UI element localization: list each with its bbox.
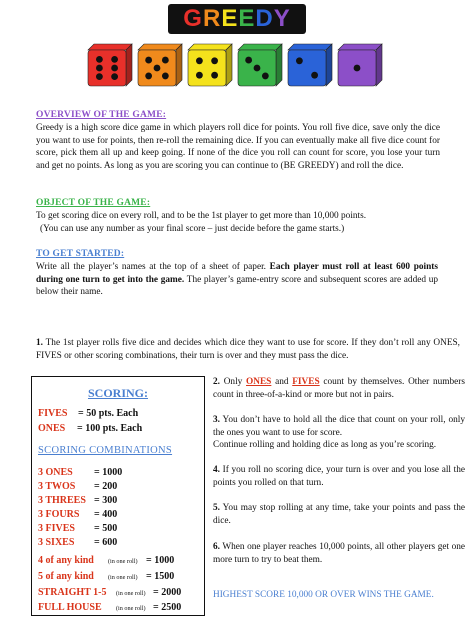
rule-4-number: 4. xyxy=(213,465,220,475)
die-front-face xyxy=(88,50,126,86)
die-pip xyxy=(111,65,118,72)
combo-label: 3 TWOS xyxy=(38,481,76,492)
yellow-die-icon xyxy=(186,42,234,88)
combo-value: = 1000 xyxy=(94,467,123,478)
rule-6 xyxy=(213,541,465,566)
die-pip xyxy=(196,72,203,79)
combo-label: 3 ONES xyxy=(38,467,73,478)
die-pip xyxy=(154,65,161,72)
overview-heading: OVERVIEW OF THE GAME: xyxy=(36,110,167,120)
rule-3-text: You don’t have to hold all the dice that count on your roll, only the ones you want to use for score. xyxy=(213,415,465,438)
die-pip xyxy=(96,73,103,80)
die-side-face xyxy=(126,44,132,86)
die-pip xyxy=(245,57,252,64)
die-top-face xyxy=(138,44,182,50)
overview-text: Greedy is a high score dice game in which players roll dice for points. You roll five dice, save only the dice you want to use for points, then re-roll the remaining dice. If you can eventually make all five dice count for score, pick them all up and keep going. If none of the dice you roll can count for score, you lose your turn and get no points. As long as you are scoring you can continue to (BE GREEDY) and roll the dice. xyxy=(36,123,440,171)
ones-value: = 100 pts. Each xyxy=(77,423,143,434)
die-pip xyxy=(311,72,318,79)
combo-note: (in one roll) xyxy=(108,558,138,565)
objective-line2: (You can use any number as your final score – just decide before the game starts.) xyxy=(40,224,345,234)
rule-3-number: 3. xyxy=(213,415,220,425)
die-pip xyxy=(196,57,203,64)
combo-value: = 1000 xyxy=(146,555,175,566)
combo-label: STRAIGHT 1-5 xyxy=(38,587,107,598)
rule-2-post: count by themselves. Other numbers count in three-of-a-kind or more but not in pairs. xyxy=(213,377,465,400)
rule-6-number: 6. xyxy=(213,542,220,552)
rule-3-text2: Continue rolling and holding dice as long as you’re scoring. xyxy=(213,440,437,451)
objective-line1: To get scoring dice on every roll, and to be the 1st player to get more than 10,000 points. xyxy=(36,211,367,221)
purple-die-icon xyxy=(336,42,384,88)
die-pip xyxy=(96,56,103,63)
title-letter-y: Y xyxy=(273,5,291,32)
title-letter-d: D xyxy=(255,5,274,32)
rule-1-number: 1. xyxy=(36,338,43,348)
die-pip xyxy=(296,57,303,64)
started-text-bold: Each player must roll at least 600 points during one turn to get into the game. xyxy=(36,262,438,285)
fives-highlight: FIVES xyxy=(292,377,320,387)
rule-2-number: 2. xyxy=(213,377,220,387)
ones-label: ONES xyxy=(38,423,66,434)
die-pip xyxy=(262,73,269,80)
rule-3 xyxy=(213,414,465,452)
rule-2-and: and xyxy=(275,377,289,387)
die-top-face xyxy=(188,44,232,50)
die-pip xyxy=(111,73,118,80)
combo-note: (in one roll) xyxy=(108,574,138,581)
rule-5-number: 5. xyxy=(213,503,220,513)
die-pip xyxy=(211,72,218,79)
die-top-face xyxy=(88,44,132,50)
die-front-face xyxy=(288,50,326,86)
rule-4 xyxy=(213,464,465,489)
combo-label: 3 THREES xyxy=(38,495,86,506)
started-text xyxy=(36,261,438,299)
die-pip xyxy=(111,56,118,63)
die-side-face xyxy=(326,44,332,86)
combo-note: (in one roll) xyxy=(116,590,146,597)
scoring-box xyxy=(31,376,205,616)
rule-5 xyxy=(213,502,465,527)
combo-title: SCORING COMBINATIONS xyxy=(38,445,173,456)
combo-label: FULL HOUSE xyxy=(38,602,102,613)
orange-die-icon xyxy=(136,42,184,88)
die-front-face xyxy=(188,50,226,86)
combo-value: = 400 xyxy=(94,509,118,520)
die-pip xyxy=(145,57,152,64)
die-pip xyxy=(145,73,152,80)
rule-2 xyxy=(213,376,465,401)
combo-value: = 600 xyxy=(94,537,118,548)
started-heading: TO GET STARTED: xyxy=(36,249,125,259)
die-pip xyxy=(162,57,169,64)
started-text-b: The player’s game-entry score and subsequent scores are added up below their name. xyxy=(36,274,438,298)
combo-value: = 300 xyxy=(94,495,118,506)
fives-value: = 50 pts. Each xyxy=(78,408,139,419)
combo-value: = 2000 xyxy=(153,587,182,598)
die-side-face xyxy=(176,44,182,86)
red-die-icon xyxy=(86,42,134,88)
rule-1-text: The 1st player rolls five dice and decides which dice they want to use for score. If they don’t roll any ONES, FIVES or other scoring combinations, their turn is over and they must pass the dice. xyxy=(36,338,461,361)
rule-5-text: You may stop rolling at any time, take your points and pass the dice. xyxy=(213,503,465,526)
combo-label: 3 FIVES xyxy=(38,523,75,534)
started-text-a: Write all the player’s names at the top of a sheet of paper. xyxy=(36,262,266,272)
die-side-face xyxy=(276,44,282,86)
combo-label: 3 SIXES xyxy=(38,537,75,548)
title-letter-e2: E xyxy=(238,5,256,32)
rule-6-text: When one player reaches 10,000 points, all other players get one more turn to try to beat them. xyxy=(213,542,466,565)
title-letter-g: G xyxy=(183,5,203,32)
die-pip xyxy=(354,65,361,72)
title-letter-e1: E xyxy=(221,5,239,32)
die-top-face xyxy=(288,44,332,50)
combo-value: = 1500 xyxy=(146,571,175,582)
winning-condition: HIGHEST SCORE 10,000 OR OVER WINS THE GAME. xyxy=(213,590,434,600)
combo-label: 4 of any kind xyxy=(38,555,94,566)
fives-label: FIVES xyxy=(38,408,68,419)
die-pip xyxy=(211,57,218,64)
die-side-face xyxy=(226,44,232,86)
combo-value: = 200 xyxy=(94,481,118,492)
rule-4-text: If you roll no scoring dice, your turn is over and you lose all the points you rolled on that turn. xyxy=(213,465,465,488)
die-pip xyxy=(254,65,261,72)
die-side-face xyxy=(376,44,382,86)
combo-value: = 500 xyxy=(94,523,118,534)
scoring-title: SCORING: xyxy=(87,386,148,400)
title-letter-r: R xyxy=(202,5,222,32)
die-pip xyxy=(96,65,103,72)
rule-2-pre: Only xyxy=(223,377,243,387)
combo-note: (in one roll) xyxy=(116,605,146,612)
ones-highlight: ONES xyxy=(246,377,272,387)
die-top-face xyxy=(338,44,382,50)
combo-label: 3 FOURS xyxy=(38,509,80,520)
title-banner xyxy=(168,4,306,34)
die-pip xyxy=(162,73,169,80)
green-die-icon xyxy=(236,42,284,88)
objective-heading: OBJECT OF THE GAME: xyxy=(36,198,151,208)
die-top-face xyxy=(238,44,282,50)
combo-label: 5 of any kind xyxy=(38,571,94,582)
blue-die-icon xyxy=(286,42,334,88)
rule-1 xyxy=(36,337,460,362)
combo-value: = 2500 xyxy=(153,602,182,613)
